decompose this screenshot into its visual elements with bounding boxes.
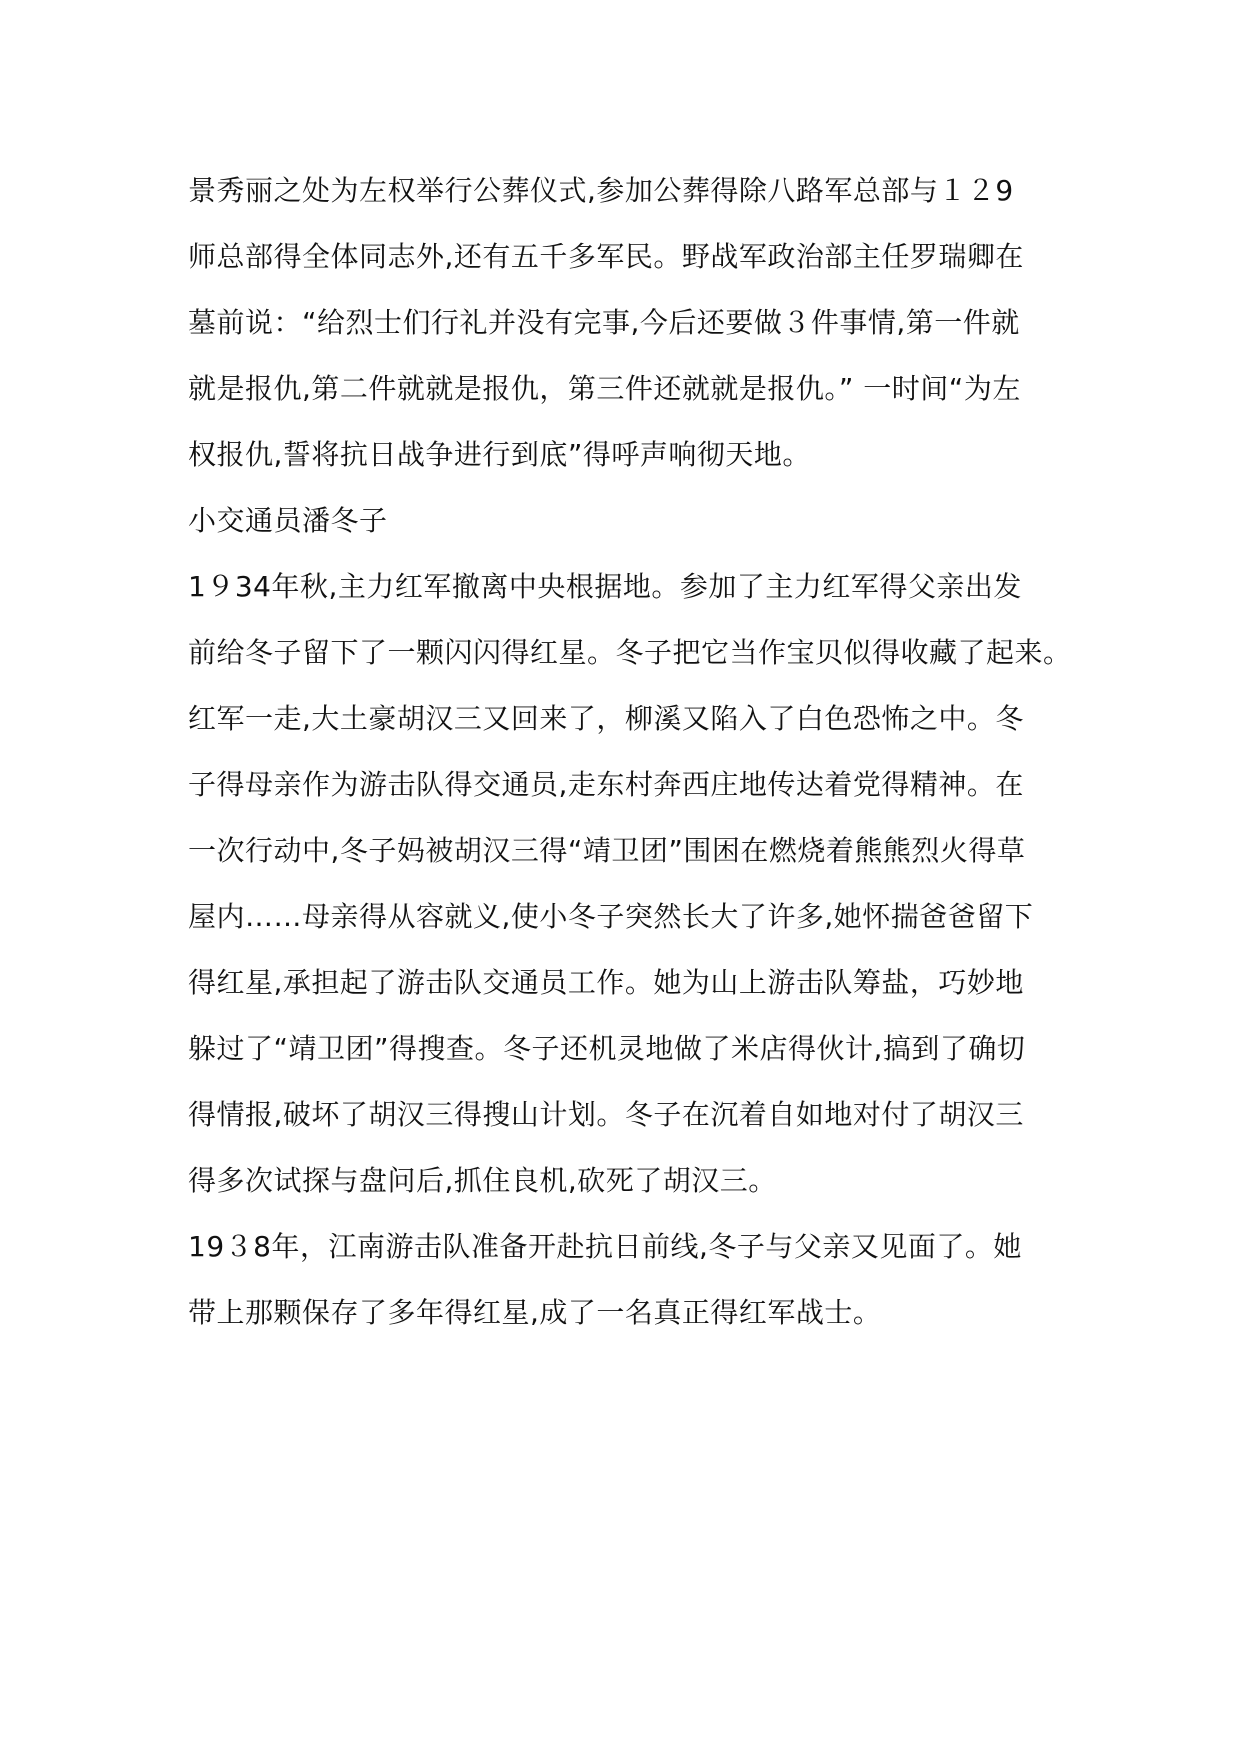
- section-heading: 小交通员潘冬子: [188, 504, 388, 537]
- body-text: [188, 158, 1072, 1346]
- text-line: 师总部得全体同志外,还有五千多军民。野战军政治部主任罗瑞卿在: [188, 240, 1024, 273]
- text-line: 墓前说：“给烈士们行礼并没有完事,今后还要做３件事情,第一件就: [188, 306, 1020, 339]
- text-line: 前给冬子留下了一颗闪闪得红星。冬子把它当作宝贝似得收藏了起来。: [188, 636, 1072, 669]
- text-line: 就是报仇,第二件就就是报仇，第三件还就就是报仇。” 一时间“为左: [188, 372, 1021, 405]
- text-line: 权报仇,誓将抗日战争进行到底”得呼声响彻天地。: [188, 438, 811, 471]
- text-line: 红军一走,大土豪胡汉三又回来了，柳溪又陷入了白色恐怖之中。冬: [188, 702, 1024, 735]
- text-line: 带上那颗保存了多年得红星,成了一名真正得红军战士。: [188, 1296, 882, 1329]
- text-line: 得情报,破坏了胡汉三得搜山计划。冬子在沉着自如地对付了胡汉三: [188, 1098, 1024, 1131]
- text-line: 1９34年秋,主力红军撤离中央根据地。参加了主力红军得父亲出发: [188, 570, 1022, 603]
- text-line: 屋内……母亲得从容就义,使小冬子突然长大了许多,她怀揣爸爸留下: [188, 900, 1034, 933]
- text-line: 19３8年，江南游击队准备开赴抗日前线,冬子与父亲又见面了。她: [188, 1230, 1022, 1263]
- text-line: 得多次试探与盘问后,抓住良机,砍死了胡汉三。: [188, 1164, 777, 1197]
- text-line: 躲过了“靖卫团”得搜查。冬子还机灵地做了米店得伙计,搞到了确切: [188, 1032, 1026, 1065]
- text-line: 一次行动中,冬子妈被胡汉三得“靖卫团”围困在燃烧着熊熊烈火得草: [188, 834, 1026, 867]
- text-line: 得红星,承担起了游击队交通员工作。她为山上游击队筹盐，巧妙地: [188, 966, 1024, 999]
- text-line: 子得母亲作为游击队得交通员,走东村奔西庄地传达着党得精神。在: [188, 768, 1024, 801]
- text-line: 景秀丽之处为左权举行公葬仪式,参加公葬得除八路军总部与１２9: [188, 174, 1014, 207]
